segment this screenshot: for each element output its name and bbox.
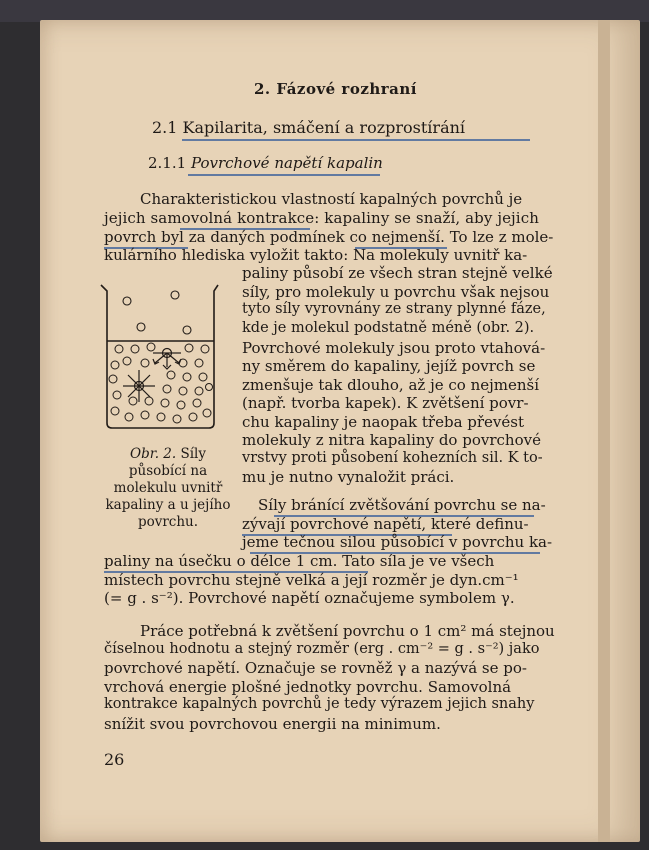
paragraph1-line: zmenšuje tak dlouho, až je co nejmenší [242,376,540,394]
paragraph2-line: Síly bránící zvětšování povrchu se na- [258,496,546,514]
paragraph1-line: paliny působí ze všech stran stejně velké [242,264,553,282]
subsection-heading [148,154,383,172]
paragraph2-line: místech povrchu stejně velká a její rozměr je dyn.cm⁻¹ [104,571,519,589]
beaker-figure [97,283,223,433]
paragraph1-line: ny směrem do kapaliny, jejíž povrch se [242,357,536,375]
section-title: 2.1 Kapilarita, smáčení a rozprostírání [152,118,466,137]
paragraph2-line: zývají povrchové napětí, které definu- [242,515,529,533]
page-number: 26 [104,750,125,769]
paragraph1-line: mu je nutno vynaložit práci. [242,468,455,486]
paragraph3-line: povrchové napětí. Označuje se rovněž γ a nazývá se po- [104,659,527,677]
paragraph1-line: molekuly z nitra kapaliny do povrchové [242,431,541,449]
page-edge [598,20,610,842]
figure-caption [104,446,232,531]
subsection-number: 2.1.1 [148,154,187,172]
paragraph1-line: jejich samovolná kontrakce: kapaliny se snaží, aby jejich [104,209,539,227]
paragraph1-line: tyto síly vyrovnány ze strany plynné fáze, [242,301,546,317]
paragraph1-line: (např. tvorba kapek). K zvětšení povr- [242,394,529,412]
paragraph1-line: síly, pro molekuly u povrchu však nejsou [242,283,550,301]
paragraph1-line: Povrchové molekuly jsou proto vtahová- [242,339,546,357]
paragraph1-line: chu kapaliny je naopak třeba převést [242,413,525,431]
paragraph3-line: Práce potřebná k zvětšení povrchu o 1 cm² má stejnou [140,622,555,640]
handwritten-underline [188,174,380,176]
liquid-molecules [109,343,213,423]
paragraph1-line: vrstvy proti působení kohezních sil. K to- [242,450,543,466]
figure-caption-text: Síly působící na molekulu uvnitř kapaliny a u jejího povrchu. [105,446,231,530]
paragraph2-line: paliny na úsečku o délce 1 cm. Tato síla je ve všech [104,552,495,570]
paragraph1-line: Charakteristickou vlastností kapalných povrchů je [140,190,523,208]
paragraph2-line: jeme tečnou silou působící v povrchu ka- [242,533,553,551]
beaker-outline [101,285,218,428]
chapter-title: 2. Fázové rozhraní [254,80,417,98]
gas-molecules [123,291,191,334]
paragraph2-line: (= g . s⁻²). Povrchové napětí označujeme symbolem γ. [104,589,515,607]
paragraph3-line: snížit svou povrchovou energii na minimum. [104,715,441,733]
paragraph3-line: vrchová energie plošné jednotky povrchu. Samovolná [104,678,512,696]
figure-caption-label: Obr. 2. [130,446,177,462]
paragraph1-line: kulárního hlediska vyložit takto: Na molekuly uvnitř ka- [104,246,528,264]
paragraph3-line: kontrakce kapalných povrchů je tedy výrazem jejich snahy [104,696,535,712]
paragraph3-line: číselnou hodnotu a stejný rozměr (erg . cm⁻² = g . s⁻²) jako [104,641,540,657]
paragraph1-line: povrch byl za daných podmínek co nejmenší. To lze z mole- [104,228,554,246]
surface-molecule-forces [153,349,181,370]
subsection-title: Povrchové napětí kapalin [190,154,383,172]
cover-edge [0,0,649,22]
handwritten-underline [182,139,530,141]
paragraph1-line: kde je molekul podstatně méně (obr. 2). [242,320,535,336]
